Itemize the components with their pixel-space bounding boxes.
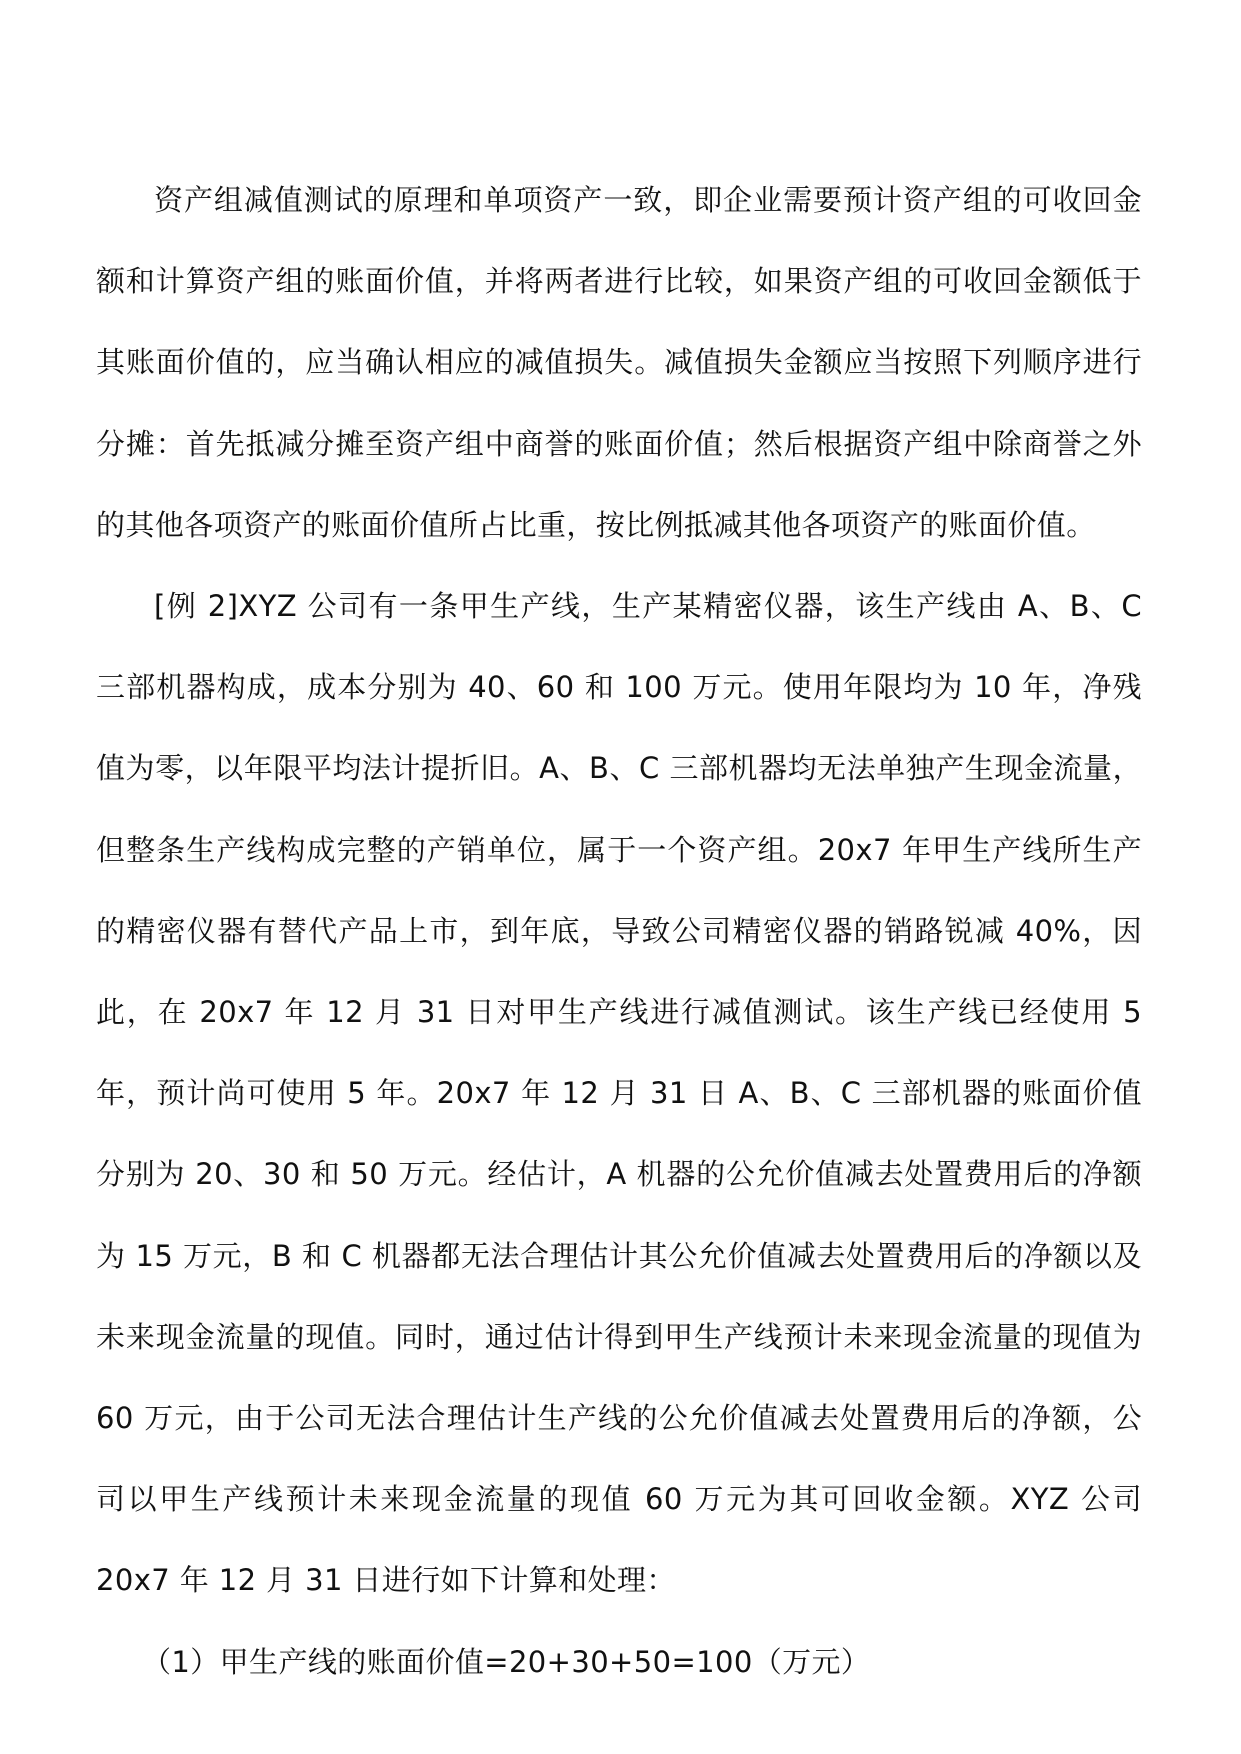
calculation-step-1: （1）甲生产线的账面价值=20+30+50=100（万元） [142,1644,871,1679]
impairment-principle-paragraph: 资产组减值测试的原理和单项资产一致，即企业需要预计资产组的可收回金额和计算资产组的账面价值，并将两者进行比较，如果资产组的可收回金额低于其账面价值的，应当确认相应的减值损失。减值损失金额应当按照下列顺序进行分摊：首先抵减分摊至资产组中商誉的账面价值；然后根据资产组中除商誉之外的其他各项资产的账面价值所占比重，按比例抵减其他各项资产的账面价值。 [96,183,1142,542]
example-2-paragraph: [例 2]XYZ 公司有一条甲生产线，生产某精密仪器，该生产线由 A、B、C 三部机器构成，成本分别为 40、60 和 100 万元。使用年限均为 10 年，净残值为零，以年限平均法计提折旧。A、B、C 三部机器均无法单独产生现金流量，但整条生产线构成完整的产销单位，属于一个资产组。20x7 年甲生产线所生产的精密仪器有替代产品上市，到年底，导致公司精密仪器的销路锐减 40%，因此，在 20x7 年 12 月 31 日对甲生产线进行减值测试。该生产线已经使用 5 年，预计尚可使用 5 年。20x7 年 12 月 31 日 A、B、C 三部机器的账面价值分别为 20、30 和 50 万元。经估计，A 机器的公允价值减去处置费用后的净额为 15 万元，B 和 C 机器都无法合理估计其公允价值减去处置费用后的净额以及未来现金流量的现值。同时，通过估计得到甲生产线预计未来现金流量的现值为 60 万元，由于公司无法合理估计生产线的公允价值减去处置费用后的净额，公司以甲生产线预计未来现金流量的现值 60 万元为其可回收金额。XYZ 公司 20x7 年 12 月 31 日进行如下计算和处理： [96,589,1142,1598]
document-body [96,160,1142,1703]
